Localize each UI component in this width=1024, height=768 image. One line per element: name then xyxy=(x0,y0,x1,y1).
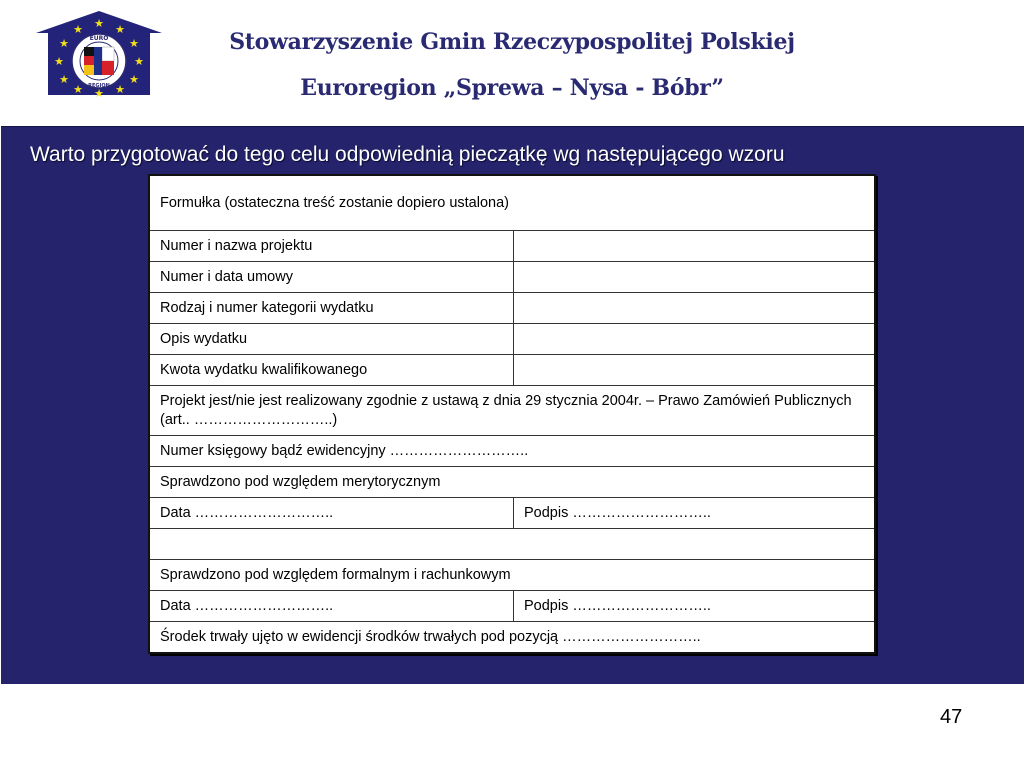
svg-text:★: ★ xyxy=(134,56,144,68)
table-row-expense-category xyxy=(149,293,875,324)
svg-text:★: ★ xyxy=(59,38,69,50)
row-label: Kwota wydatku kwalifikowanego xyxy=(149,355,514,386)
svg-text:★: ★ xyxy=(94,18,104,30)
table-row-public-procurement xyxy=(149,386,875,436)
table-row-contract xyxy=(149,262,875,293)
row-value xyxy=(514,324,876,355)
signature-cell: Podpis ……………………….. xyxy=(514,498,876,529)
table-row-formal-check xyxy=(149,560,875,591)
row-label: Numer i data umowy xyxy=(149,262,514,293)
table-row-expense-description xyxy=(149,324,875,355)
empty-cell xyxy=(149,529,875,560)
svg-text:★: ★ xyxy=(73,24,83,36)
stamp-template-table xyxy=(148,174,876,654)
table-row-eligible-amount xyxy=(149,355,875,386)
table-row-formal-date-signature xyxy=(149,591,875,622)
table-row-fixed-asset xyxy=(149,622,875,654)
logo-text-top: EURO xyxy=(89,35,109,42)
svg-text:★: ★ xyxy=(129,38,139,50)
table-row-merit-date-signature xyxy=(149,498,875,529)
date-cell: Data ……………………….. xyxy=(149,591,514,622)
accounting-number-cell: Numer księgowy bądź ewidencyjny ……………………….. xyxy=(149,436,875,467)
row-label: Numer i nazwa projektu xyxy=(149,231,514,262)
svg-text:★: ★ xyxy=(129,74,139,86)
row-value xyxy=(514,293,876,324)
procurement-cell: Projekt jest/nie jest realizowany zgodnie z ustawą z dnia 29 stycznia 2004r. – Prawo Zamówień Publicznych (art.. ………………………..) xyxy=(149,386,875,436)
row-label: Rodzaj i numer kategorii wydatku xyxy=(149,293,514,324)
organization-title: Stowarzyszenie Gmin Rzeczypospolitej Polskiej xyxy=(229,29,795,55)
svg-text:★: ★ xyxy=(54,56,64,68)
merit-check-cell: Sprawdzono pod względem merytorycznym xyxy=(149,467,875,498)
signature-cell: Podpis ……………………….. xyxy=(514,591,876,622)
logo-text-bottom: REGION xyxy=(88,83,110,89)
fixed-asset-cell: Środek trwały ujęto w ewidencji środków trwałych pod pozycją ……………………….. xyxy=(149,622,875,654)
table-row-merit-check xyxy=(149,467,875,498)
page-number: 47 xyxy=(940,706,963,728)
table-row-formula xyxy=(149,175,875,231)
svg-text:★: ★ xyxy=(73,84,83,96)
row-label: Opis wydatku xyxy=(149,324,514,355)
table-row-project-number xyxy=(149,231,875,262)
svg-text:★: ★ xyxy=(94,88,104,97)
row-value xyxy=(514,231,876,262)
formal-check-cell: Sprawdzono pod względem formalnym i rachunkowym xyxy=(149,560,875,591)
panel-title: Warto przygotować do tego celu odpowiednią pieczątkę wg następującego wzoru xyxy=(30,143,785,166)
svg-text:★: ★ xyxy=(115,84,125,96)
row-value xyxy=(514,262,876,293)
svg-text:★: ★ xyxy=(59,74,69,86)
formula-cell: Formułka (ostateczna treść zostanie dopiero ustalona) xyxy=(149,175,875,231)
table-row-accounting-number xyxy=(149,436,875,467)
svg-text:★: ★ xyxy=(115,24,125,36)
table-row-empty xyxy=(149,529,875,560)
euroregion-title: Euroregion „Sprewa – Nysa - Bóbr” xyxy=(300,75,724,101)
date-cell: Data ……………………….. xyxy=(149,498,514,529)
row-value xyxy=(514,355,876,386)
